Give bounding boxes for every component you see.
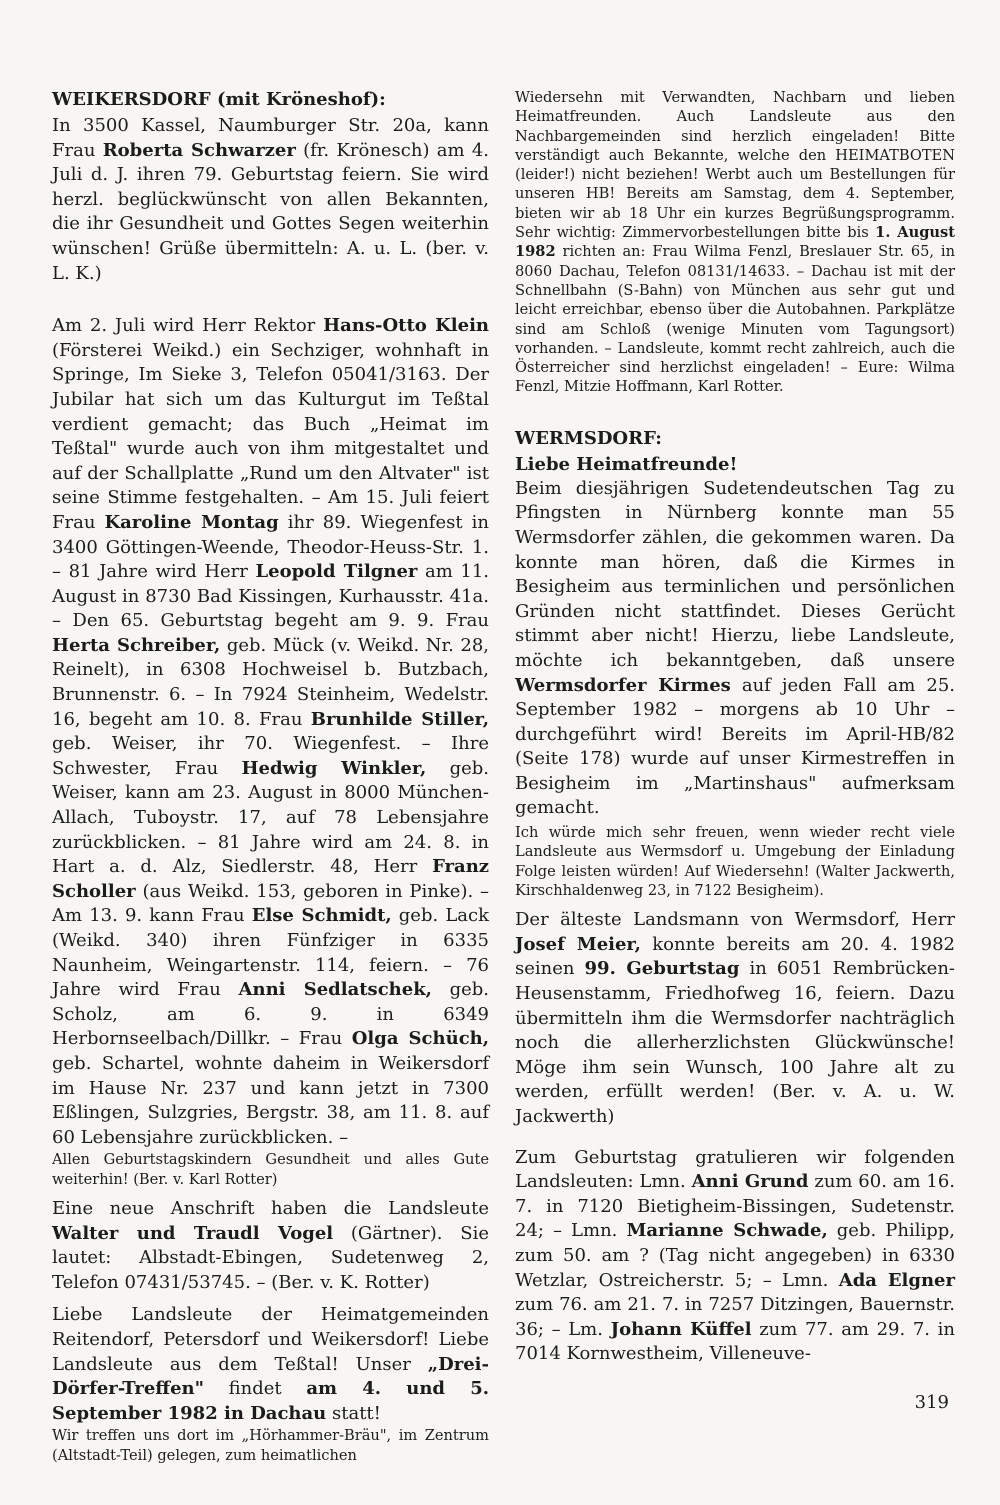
text-run: findet — [203, 1378, 307, 1400]
bold-name: „Drei-Dörfer-Treffen" — [52, 1353, 489, 1400]
bold-name: 1. August 1982 — [515, 224, 955, 261]
text-run: Der älteste Landsmann von Wermsdorf, Herr — [515, 909, 955, 931]
text-run: zum 77. am 29. 7. in 7014 Kornwestheim, Villeneuve- — [515, 1318, 955, 1365]
section-heading — [515, 453, 955, 477]
text-run: zum 60. am 16. 7. in 7120 Bietigheim-Bissingen, Sudetenstr. 24; – Lmn. — [515, 1171, 955, 1242]
text-run: statt! — [326, 1402, 381, 1424]
small-paragraph — [515, 823, 955, 900]
text-run: Wiedersehn mit Verwandten, Nachbarn und lieben Heimatfreunden. Auch Landsleute aus den Nachbargemeinden sind herzlich eingeladen! Bitte verständigt auch Bekannte, welche den HEIMATBOTEN (leider!) nicht beziehen! Werbt auch um Bestellungen für unseren HB! Bereits am Samstag, dem 4. September, bieten wir ab 18 Uhr ein kurzes Begrüßungsprogramm. Sehr wichtig: Zimmervorbestellungen bitte bis — [515, 89, 955, 242]
text-run: (aus Weikd. 153, geboren in Pinke). – Am 13. 9. kann Frau — [52, 880, 489, 927]
text-run: Beim diesjährigen Sudetendeutschen Tag zu Pfingsten in Nürnberg konnte man 55 Wermsdorfer zählen, die gekommen waren. Da konnte man hören, daß die Kirmes in Besigheim aus terminlichen und persönlichen Gründen nicht stattfindet. Dieses Gerücht stimmt aber nicht! Hierzu, liebe Landsleute, möchte ich bekanntgeben, daß unsere — [515, 477, 955, 671]
bold-name: Else Schmidt, — [251, 905, 392, 927]
bold-name: WEIKERSDORF (mit Kröneshof): — [52, 89, 386, 110]
bold-name: Leopold Tilgner — [255, 561, 418, 583]
right-column-body — [515, 88, 955, 1367]
paragraph — [515, 477, 955, 821]
text-run: auf jeden Fall am 25. September 1982 – morgens ab 10 Uhr – durchgeführt wird! Bereits im April-HB/82 (Seite 178) wurde auf unser Kirmestreffen in Besigheim im „Martinshaus" aufmerksam gemacht. — [515, 674, 955, 819]
bold-name: Josef Meier, — [515, 933, 641, 955]
text-run: Allen Geburtstagskindern Gesundheit und alles Gute weiterhin! (Ber. v. Karl Rotter) — [52, 1151, 489, 1188]
bold-name: am 4. und 5. September 1982 in Dachau — [52, 1378, 490, 1424]
bold-name: Anni Sedlatschek, — [238, 979, 432, 1001]
text-run: am 11. August in 8730 Bad Kissingen, Kurhausstr. 41a. – Den 65. Geburtstag begeht am 9. 9. Frau — [52, 561, 489, 632]
text-run: geb. Weiser, kann am 23. August in 8000 München-Allach, Tuboystr. 17, auf 78 Lebensjahre zurückblicken. – 81 Jahre wird am 24. 8. in Hart a. d. Alz, Siedlerstr. 48, Herr — [52, 757, 489, 878]
text-run: geb. Schartel, wohnte daheim in Weikersdorf im Hause Nr. 237 und kann jetzt in 7300 Eßlingen, Sulzgries, Bergstr. 38, am 11. 8. auf 60 Lebensjahre zurückblicken. – — [52, 1052, 489, 1148]
paragraph — [52, 314, 489, 1150]
text-run: geb. Scholz, am 6. 9. in 6349 Herbornseelbach/Dillkr. – Frau — [52, 979, 490, 1050]
small-paragraph — [52, 1426, 489, 1465]
bold-name: Karoline Montag — [104, 511, 279, 533]
text-run: konnte bereits am 20. 4. 1982 seinen — [515, 933, 956, 980]
text-run: geb. Mück (v. Weikd. Nr. 28, Reinelt), in 6308 Hochweisel b. Butzbach, Brunnenstr. 6. – In 7924 Steinheim, Wedelstr. 16, begeht am 10. 8. Frau — [52, 634, 490, 730]
left-column — [52, 88, 489, 1465]
text-run: geb. Philipp, zum 50. am ? (Tag nicht angegeben) in 6330 Wetzlar, Ostreicherstr. 5; – Lmn. — [515, 1220, 955, 1291]
text-run: geb. Weiser, ihr 70. Wiegenfest. – Ihre Schwester, Frau — [52, 733, 489, 779]
text-run: Am 2. Juli wird Herr Rektor — [52, 315, 324, 337]
text-run: (fr. Krönesch) am 4. Juli d. J. ihren 79. Geburtstag feiern. Sie wird herzl. beglückwünscht von allen Bekannten, die ihr Gesundheit und Gottes Segen weiterhin wünschen! Grüße übermitteln: A. u. L. (ber. v. L. K.) — [52, 139, 490, 284]
paragraph — [52, 1197, 489, 1295]
right-column — [515, 88, 955, 1415]
paragraph — [52, 1303, 489, 1426]
text-run: (Försterei Weikd.) ein Sechziger, wohnhaft in Springe, Im Sieke 3, Telefon 05041/3163. Der Jubilar hat sich um das Kulturgut im Teßtal verdient gemacht; das Buch „Heimat im Teßtal" wurde auch von ihm mitgestaltet und auf der Schallplatte „Rund um den Altvater" ist seine Stimme festgehalten. – Am 15. Juli feiert Frau — [52, 339, 489, 533]
section-heading — [52, 88, 489, 112]
text-run: Liebe Landsleute der Heimatgemeinden Reitendorf, Petersdorf und Weikersdorf! Liebe Landsleute aus dem Teßtal! Unser — [52, 1304, 489, 1375]
bold-name: 99. Geburtstag — [584, 958, 740, 980]
bold-name: Walter und Traudl Vogel — [52, 1222, 334, 1244]
bold-name: Herta Schreiber, — [52, 634, 221, 656]
text-run: zum 76. am 21. 7. in 7257 Ditzingen, Bauernstr. 36; – Lm. — [515, 1294, 955, 1340]
text-run: Zum Geburtstag gratulieren wir folgenden Landsleuten: Lmn. — [515, 1146, 955, 1193]
text-run: ihr 89. Wiegenfest in 3400 Göttingen-Weende, Theodor-Heuss-Str. 1. – 81 Jahre wird Herr — [52, 511, 490, 583]
bold-name: Brunhilde Stiller, — [310, 708, 489, 730]
small-paragraph — [515, 88, 955, 397]
text-run: richten an: Frau Wilma Fenzl, Breslauer Str. 65, in 8060 Dachau, Telefon 08131/14633. – Dachau ist mit der Schnellbahn (S-Bahn) von München aus sehr gut und leicht erreichbar, ebenso über die Autobahnen. Parkplätze sind am Schloß (wenige Minuten vom Tagungsort) vorhanden. – Landsleute, kommt recht zahlreich, auch die Österreicher sind herzlichst eingeladen! – Eure: Wilma Fenzl, Mitzie Hoffmann, Karl Rotter. — [515, 243, 955, 396]
bold-name: Wermsdorfer Kirmes — [515, 674, 731, 696]
small-paragraph — [52, 1150, 489, 1189]
paragraph — [515, 908, 955, 1129]
bold-name: Hans-Otto Klein — [323, 315, 489, 337]
bold-name: Johann Küffel — [610, 1318, 752, 1340]
bold-name: Roberta Schwarzer — [102, 139, 296, 161]
text-run: Wir treffen uns dort im „Hörhammer-Bräu", im Zentrum (Altstadt-Teil) gelegen, zum heimatlichen — [52, 1427, 489, 1464]
bold-name: Ada Elgner — [838, 1269, 955, 1291]
text-run: Ich würde mich sehr freuen, wenn wieder recht viele Landsleute aus Wermsdorf u. Umgebung der Einladung Folge leisten würden! Auf Wiedersehn! (Walter Jackwerth, Kirschhaldenweg 23, in 7122 Besigheim). — [515, 824, 955, 899]
bold-name: Liebe Heimatfreunde! — [515, 453, 738, 475]
text-run: In 3500 Kassel, Naumburger Str. 20a, kann Frau — [52, 115, 489, 161]
paragraph — [515, 1146, 955, 1367]
bold-name: Franz Scholler — [52, 856, 489, 902]
text-run: in 6051 Rembrücken-Heusenstamm, Friedhofweg 16, feiern. Dazu übermitteln ihm die Wermsdorfer nachträglich noch die allerherzlichsten Glückwünsche! Möge ihm sein Wunsch, 100 Jahre alt zu werden, erfüllt werden! (Ber. v. A. u. W. Jackwerth) — [515, 958, 955, 1127]
text-run: geb. Lack (Weikd. 340) ihren Fünfziger in 6335 Naunheim, Weingartenstr. 114, feiern. – 76 Jahre wird Frau — [52, 905, 489, 1001]
text-run: (Gärtner). Sie lautet: Albstadt-Ebingen, Sudetenweg 2, Telefon 07431/53745. – (Ber. v. K. Rotter) — [52, 1222, 489, 1293]
bold-name: Anni Grund — [691, 1171, 809, 1193]
bold-name: Olga Schüch, — [351, 1028, 490, 1050]
page-number: 319 — [914, 1391, 949, 1413]
bold-name: Marianne Schwade, — [626, 1220, 828, 1242]
bold-name: WERMSDORF: — [515, 427, 662, 449]
text-run: Eine neue Anschrift haben die Landsleute — [52, 1197, 489, 1219]
section-heading — [515, 427, 955, 451]
paragraph — [52, 114, 489, 286]
bold-name: Hedwig Winkler, — [241, 757, 427, 779]
